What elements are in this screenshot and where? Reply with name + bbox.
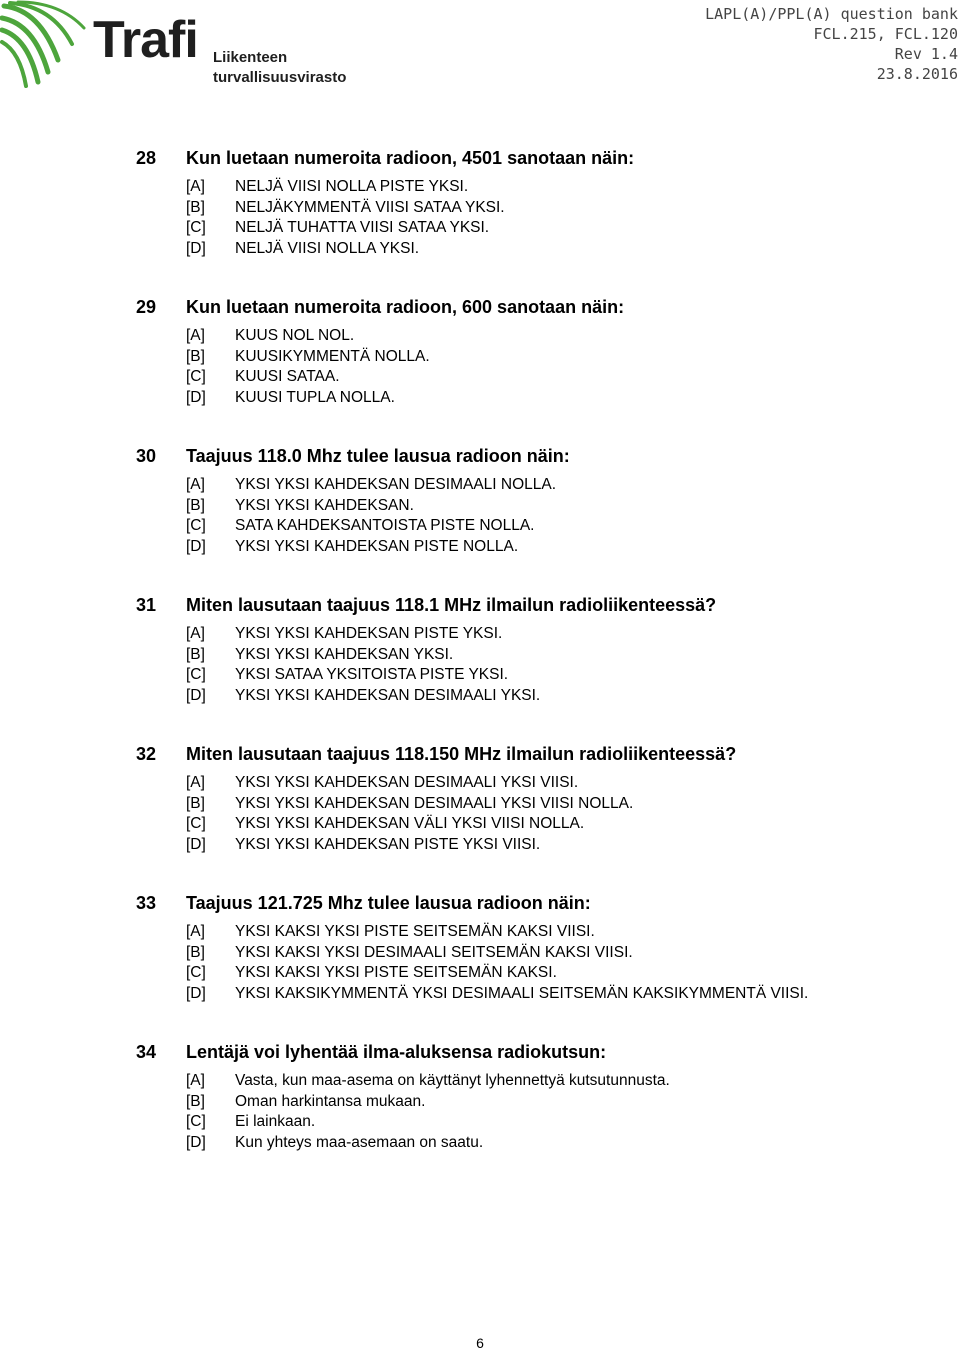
question-33 (136, 891, 936, 1004)
option-text: YKSI YKSI KAHDEKSAN DESIMAALI YKSI VIISI. (235, 774, 579, 791)
option-key: [A] (186, 1072, 205, 1089)
question-30 (136, 444, 936, 557)
question-text: Miten lausutaan taajuus 118.1 MHz ilmailun radioliikenteessä? (186, 595, 717, 615)
option-b (186, 496, 936, 517)
question-heading (136, 891, 936, 915)
option-text: YKSI KAKSI YKSI PISTE SEITSEMÄN KAKSI. (235, 964, 557, 981)
option-c (186, 963, 936, 984)
option-text: YKSI YKSI KAHDEKSAN DESIMAALI YKSI. (235, 686, 541, 704)
option-key: [B] (186, 198, 205, 216)
option-a (186, 1071, 936, 1092)
option-key: [C] (186, 964, 206, 981)
option-key: [D] (186, 1133, 206, 1151)
question-heading (136, 593, 936, 617)
trafi-logo (0, 0, 420, 90)
question-number: 28 (136, 148, 157, 168)
option-text: YKSI YKSI KAHDEKSAN. (235, 496, 414, 514)
option-key: [B] (186, 943, 205, 961)
option-d (186, 1133, 936, 1154)
option-text: Kun yhteys maa-asemaan on saatu. (235, 1133, 484, 1151)
option-text: Oman harkintansa mukaan. (235, 1092, 426, 1110)
option-a (186, 773, 936, 794)
doc-code: FCL.215, FCL.120 (813, 25, 958, 43)
option-key: [D] (186, 537, 206, 555)
option-c (186, 814, 936, 835)
question-text: Taajuus 118.0 Mhz tulee lausua radioon näin: (186, 446, 570, 466)
question-heading (136, 444, 936, 468)
option-b (186, 645, 936, 666)
option-key: [B] (186, 645, 205, 663)
option-key: [D] (186, 984, 206, 1002)
option-text: KUUSI SATAA. (235, 368, 340, 385)
question-text: Kun luetaan numeroita radioon, 600 sanotaan näin: (186, 297, 625, 317)
doc-date: 23.8.2016 (876, 65, 958, 83)
question-text: Lentäjä voi lyhentää ilma-aluksensa radiokutsun: (186, 1042, 607, 1062)
page-number: 6 (476, 1335, 484, 1351)
option-text: NELJÄ TUHATTA VIISI SATAA YKSI. (235, 219, 490, 236)
option-a (186, 624, 936, 645)
option-text: YKSI YKSI KAHDEKSAN DESIMAALI NOLLA. (235, 476, 557, 493)
option-key: [B] (186, 496, 205, 514)
question-heading (136, 146, 936, 170)
question-heading (136, 1040, 936, 1064)
option-b (186, 794, 936, 815)
option-c (186, 367, 936, 388)
option-text: KUUS NOL NOL. (235, 327, 355, 344)
option-key: [A] (186, 476, 205, 493)
option-text: YKSI YKSI KAHDEKSAN PISTE NOLLA. (235, 537, 519, 555)
doc-title: LAPL(A)/PPL(A) question bank (705, 5, 958, 23)
option-d (186, 686, 936, 707)
brand-name: Trafi (93, 11, 198, 69)
option-d (186, 537, 936, 558)
question-heading (136, 295, 936, 319)
option-text: YKSI KAKSI YKSI DESIMAALI SEITSEMÄN KAKSI VIISI. (235, 943, 633, 961)
option-text: KUUSI TUPLA NOLLA. (235, 388, 395, 406)
option-text: YKSI KAKSIKYMMENTÄ YKSI DESIMAALI SEITSEMÄN KAKSIKYMMENTÄ VIISI. (235, 984, 809, 1002)
question-number: 32 (136, 744, 157, 764)
question-number: 34 (136, 1042, 157, 1062)
option-key: [A] (186, 923, 205, 940)
option-key: [C] (186, 219, 206, 236)
trafi-logo-icon (0, 0, 95, 90)
option-key: [C] (186, 666, 206, 683)
option-b (186, 1092, 936, 1113)
question-29 (136, 295, 936, 408)
option-key: [D] (186, 686, 206, 704)
option-key: [C] (186, 368, 206, 385)
option-d (186, 835, 936, 856)
option-text: SATA KAHDEKSANTOISTA PISTE NOLLA. (235, 517, 535, 534)
question-number: 31 (136, 595, 157, 615)
option-a (186, 326, 936, 347)
option-text: YKSI YKSI KAHDEKSAN DESIMAALI YKSI VIISI NOLLA. (235, 794, 634, 812)
option-key: [B] (186, 347, 205, 365)
option-text: YKSI YKSI KAHDEKSAN YKSI. (235, 645, 454, 663)
option-text: YKSI SATAA YKSITOISTA PISTE YKSI. (235, 666, 509, 683)
option-d (186, 388, 936, 409)
doc-revision: Rev 1.4 (894, 45, 958, 63)
question-32 (136, 742, 936, 855)
option-c (186, 516, 936, 537)
option-d (186, 984, 936, 1005)
option-key: [C] (186, 1113, 206, 1130)
document-header (705, 4, 958, 84)
question-heading (136, 742, 936, 766)
option-text: KUUSIKYMMENTÄ NOLLA. (235, 347, 430, 365)
option-text: Vasta, kun maa-asema on käyttänyt lyhennettyä kutsutunnusta. (235, 1072, 670, 1089)
option-b (186, 347, 936, 368)
option-text: NELJÄKYMMENTÄ VIISI SATAA YKSI. (235, 198, 505, 216)
question-number: 29 (136, 297, 157, 317)
option-text: NELJÄ VIISI NOLLA PISTE YKSI. (235, 178, 469, 195)
question-list (136, 146, 936, 1189)
option-key: [A] (186, 178, 205, 195)
option-text: NELJÄ VIISI NOLLA YKSI. (235, 239, 420, 257)
question-28 (136, 146, 936, 259)
question-text: Taajuus 121.725 Mhz tulee lausua radioon näin: (186, 893, 591, 913)
option-a (186, 922, 936, 943)
option-text: YKSI KAKSI YKSI PISTE SEITSEMÄN KAKSI VIISI. (235, 923, 595, 940)
option-text: YKSI YKSI KAHDEKSAN VÄLI YKSI VIISI NOLLA. (235, 815, 585, 832)
option-c (186, 1112, 936, 1133)
option-c (186, 218, 936, 239)
option-a (186, 475, 936, 496)
question-34 (136, 1040, 936, 1153)
question-text: Kun luetaan numeroita radioon, 4501 sanotaan näin: (186, 148, 635, 168)
option-text: Ei lainkaan. (235, 1113, 316, 1130)
option-c (186, 665, 936, 686)
option-d (186, 239, 936, 260)
option-key: [A] (186, 774, 205, 791)
option-key: [A] (186, 625, 205, 642)
question-31 (136, 593, 936, 706)
option-b (186, 198, 936, 219)
question-number: 33 (136, 893, 157, 913)
question-text: Miten lausutaan taajuus 118.150 MHz ilmailun radioliikenteessä? (186, 744, 737, 764)
question-number: 30 (136, 446, 157, 466)
option-key: [D] (186, 388, 206, 406)
option-key: [C] (186, 517, 206, 534)
option-a (186, 177, 936, 198)
option-key: [D] (186, 239, 206, 257)
brand-subtitle: Liikenteen turvallisuusvirasto (213, 49, 347, 86)
option-key: [A] (186, 327, 205, 344)
option-b (186, 943, 936, 964)
option-text: YKSI YKSI KAHDEKSAN PISTE YKSI VIISI. (235, 835, 541, 853)
option-key: [B] (186, 794, 205, 812)
option-key: [C] (186, 815, 206, 832)
option-key: [D] (186, 835, 206, 853)
option-text: YKSI YKSI KAHDEKSAN PISTE YKSI. (235, 625, 503, 642)
option-key: [B] (186, 1092, 205, 1110)
